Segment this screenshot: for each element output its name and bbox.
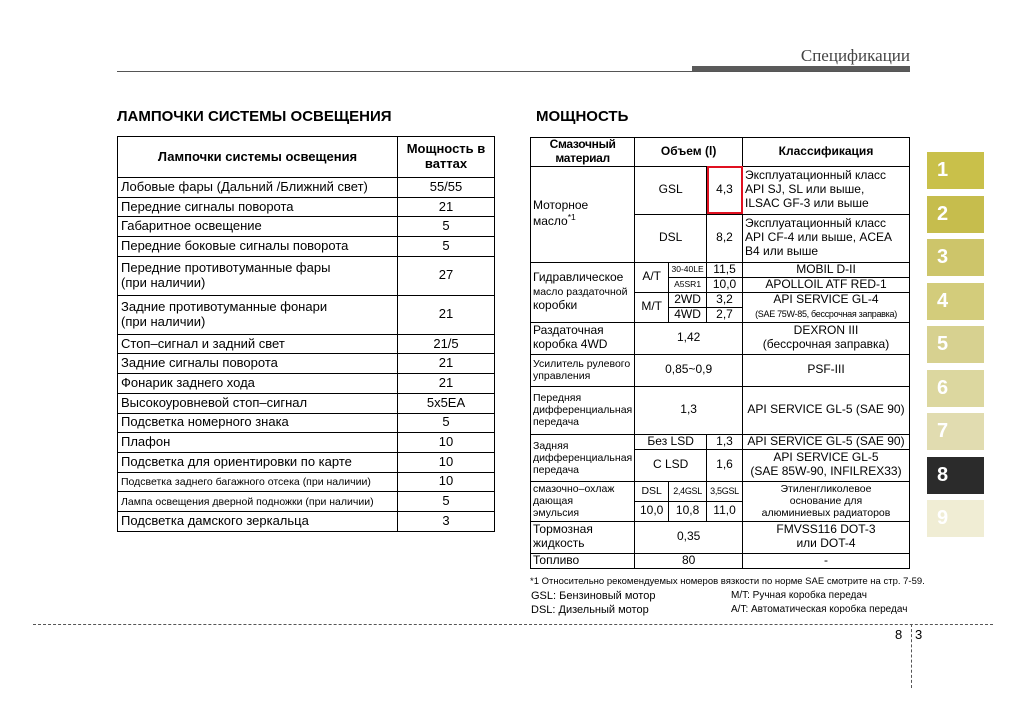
lamp-name: Стоп–сигнал и задний свет [118,334,398,354]
lamp-row [118,237,495,257]
lamp-row [118,295,495,334]
legend-dsl: DSL: Дизельный мотор [531,604,649,616]
lamp-name: Габаритное освещение [118,217,398,237]
lamp-row [118,452,495,472]
at-model-2: A5SR1 [669,277,707,292]
lamp-row [118,393,495,413]
lamp-wattage: 5x5EA [398,393,495,413]
at-class-1: MOBIL D-II [743,262,910,277]
rear-diff-model-2: C LSD [635,449,707,481]
lamp-row [118,197,495,217]
lamp-wattage: 21 [398,197,495,217]
gsl-volume-highlighted: 4,3 [707,166,743,214]
fuel-label: Топливо [531,553,635,568]
mt-label: M/T [635,292,669,322]
lamp-row [118,413,495,433]
chapter-tab-9[interactable]: 9 [927,500,984,537]
dsl-volume: 8,2 [707,214,743,262]
chapter-tab-2[interactable]: 2 [927,196,984,233]
lamp-wattage: 5 [398,492,495,512]
footer-divider [33,624,993,625]
header-divider [117,71,910,72]
fluids-table [530,137,910,569]
lamp-wattage: 27 [398,256,495,295]
power-section-title: МОЩНОСТЬ [536,108,629,125]
lamp-row [118,217,495,237]
lamp-name: Плафон [118,433,398,453]
lamp-row [118,374,495,394]
lamp-row [118,472,495,492]
chapter-tab-7[interactable]: 7 [927,413,984,450]
lamp-wattage: 21 [398,354,495,374]
brake-fluid-class: FMVSS116 DOT-3 или DOT-4 [743,521,910,553]
lamp-row [118,178,495,198]
dsl-label: DSL [635,214,707,262]
chapter-tab-8[interactable]: 8 [927,457,984,494]
at-model-1: 30-40LE [669,262,707,277]
lamp-name: Подсветка дамского зеркальца [118,511,398,531]
rear-diff-model-1: Без LSD [635,434,707,449]
header-classification: Классификация [743,138,910,167]
lamp-name: Высокоуровневой стоп–сигнал [118,393,398,413]
coolant-24gsl-volume: 10,8 [669,501,707,521]
lamp-name: Фонарик заднего хода [118,374,398,394]
header-volume: Объем (l) [635,138,743,167]
lamp-name: Лампа освещения дверной подножки (при наличии) [118,492,398,512]
brake-fluid-volume: 0,35 [635,521,743,553]
rear-diff-volume-2: 1,6 [707,449,743,481]
lamp-row [118,354,495,374]
lamp-wattage: 3 [398,511,495,531]
lamp-name: Подсветка заднего багажного отсека (при наличии) [118,472,398,492]
fuel-class: - [743,553,910,568]
at-label: A/T [635,262,669,292]
chapter-tab-4[interactable]: 4 [927,283,984,320]
chapter-tab-3[interactable]: 3 [927,239,984,276]
coolant-dsl-label: DSL [635,481,669,501]
rear-diff-volume-1: 1,3 [707,434,743,449]
mt-classification: API SERVICE GL-4 (SAE 75W-85, бессрочная заправка) [743,292,910,322]
rear-diff-class-2: API SERVICE GL-5 (SAE 85W-90, INFILREX33) [743,449,910,481]
lamp-wattage: 5 [398,413,495,433]
lamp-name: Передние противотуманные фары (при наличии) [118,256,398,295]
coolant-label: смазочно–охлаж дающая эмульсия [531,481,635,521]
rear-diff-class-1: API SERVICE GL-5 (SAE 90) [743,434,910,449]
lamp-row [118,511,495,531]
steering-label: Усилитель рулевого управления [531,354,635,386]
header-lubricant: Смазочный материал [531,138,635,167]
mt-model-4wd: 4WD [669,307,707,322]
at-volume-2: 10,0 [707,277,743,292]
at-class-2: APOLLOIL ATF RED-1 [743,277,910,292]
fuel-volume: 80 [635,553,743,568]
legend-at: A/T: Автоматическая коробка передач [731,604,908,615]
lamps-col-power-header: Мощность в ваттах [398,137,495,178]
transfer-case-class: DEXRON III (бессрочная заправка) [743,322,910,354]
page-number: 3 [915,627,923,642]
coolant-dsl-volume: 10,0 [635,501,669,521]
section-header-title: Спецификации [800,46,910,65]
lamp-name: Лобовые фары (Дальний /Ближний свет) [118,178,398,198]
legend-mt: M/T: Ручная коробка передач [731,590,867,601]
page-chapter: 8 [895,627,903,642]
lamp-wattage: 5 [398,237,495,257]
steering-volume: 0,85~0,9 [635,354,743,386]
transfer-case-volume: 1,42 [635,322,743,354]
lamp-name: Подсветка для ориентировки по карте [118,452,398,472]
chapter-tab-6[interactable]: 6 [927,370,984,407]
lamp-wattage: 21/5 [398,334,495,354]
coolant-35gsl-volume: 11,0 [707,501,743,521]
hydraulic-oil-label: Гидравлическое масло раздаточной коробки [531,262,635,322]
front-diff-class: API SERVICE GL-5 (SAE 90) [743,386,910,434]
lamp-wattage: 55/55 [398,178,495,198]
dsl-classification: Эксплуатационный класс API CF-4 или выше, ACEA B4 или выше [743,214,910,262]
chapter-tab-1[interactable]: 1 [927,152,984,189]
coolant-24gsl-label: 2,4GSL [669,481,707,501]
at-volume-1: 11,5 [707,262,743,277]
front-diff-label: Передняя дифференциальная передача [531,386,635,434]
lamp-name: Задние сигналы поворота [118,354,398,374]
lamp-row [118,492,495,512]
lamp-wattage: 21 [398,374,495,394]
lamps-section-title: ЛАМПОЧКИ СИСТЕМЫ ОСВЕЩЕНИЯ [117,108,392,125]
chapter-tab-5[interactable]: 5 [927,326,984,363]
gsl-label: GSL [635,166,707,214]
lamp-row [118,433,495,453]
steering-class: PSF-III [743,354,910,386]
lamps-col-name-header: Лампочки системы освещения [118,137,398,178]
lamp-name: Задние противотуманные фонари (при наличии) [118,295,398,334]
lamp-row [118,334,495,354]
rear-diff-label: Задняя дифференциальная передача [531,434,635,481]
coolant-class: Этиленгликолевое основание для алюминиевых радиаторов [743,481,910,521]
lamp-wattage: 5 [398,217,495,237]
brake-fluid-label: Тормозная жидкость [531,521,635,553]
lamp-name: Подсветка номерного знака [118,413,398,433]
mt-model-2wd: 2WD [669,292,707,307]
lamps-table [117,136,495,532]
transfer-case-label: Раздаточная коробка 4WD [531,322,635,354]
lamp-wattage: 10 [398,452,495,472]
footnote: *1 Относительно рекомендуемых номеров вязкости по норме SAE смотрите на стр. 7-59. [530,576,925,587]
legend-gsl: GSL: Бензиновый мотор [531,590,656,602]
lamp-name: Передние сигналы поворота [118,197,398,217]
lamp-row [118,256,495,295]
lamp-wattage: 21 [398,295,495,334]
front-diff-volume: 1,3 [635,386,743,434]
mt-volume-4wd: 2,7 [707,307,743,322]
coolant-35gsl-label: 3,5GSL [707,481,743,501]
engine-oil-label: Моторное масло$^{*1}$ [531,166,635,262]
lamp-name: Передние боковые сигналы поворота [118,237,398,257]
gsl-classification: Эксплуатационный класс API SJ, SL или выше, ILSAC GF-3 или выше [743,166,910,214]
footer-vertical-divider [911,624,912,688]
lamp-wattage: 10 [398,472,495,492]
lamp-wattage: 10 [398,433,495,453]
mt-volume-2wd: 3,2 [707,292,743,307]
